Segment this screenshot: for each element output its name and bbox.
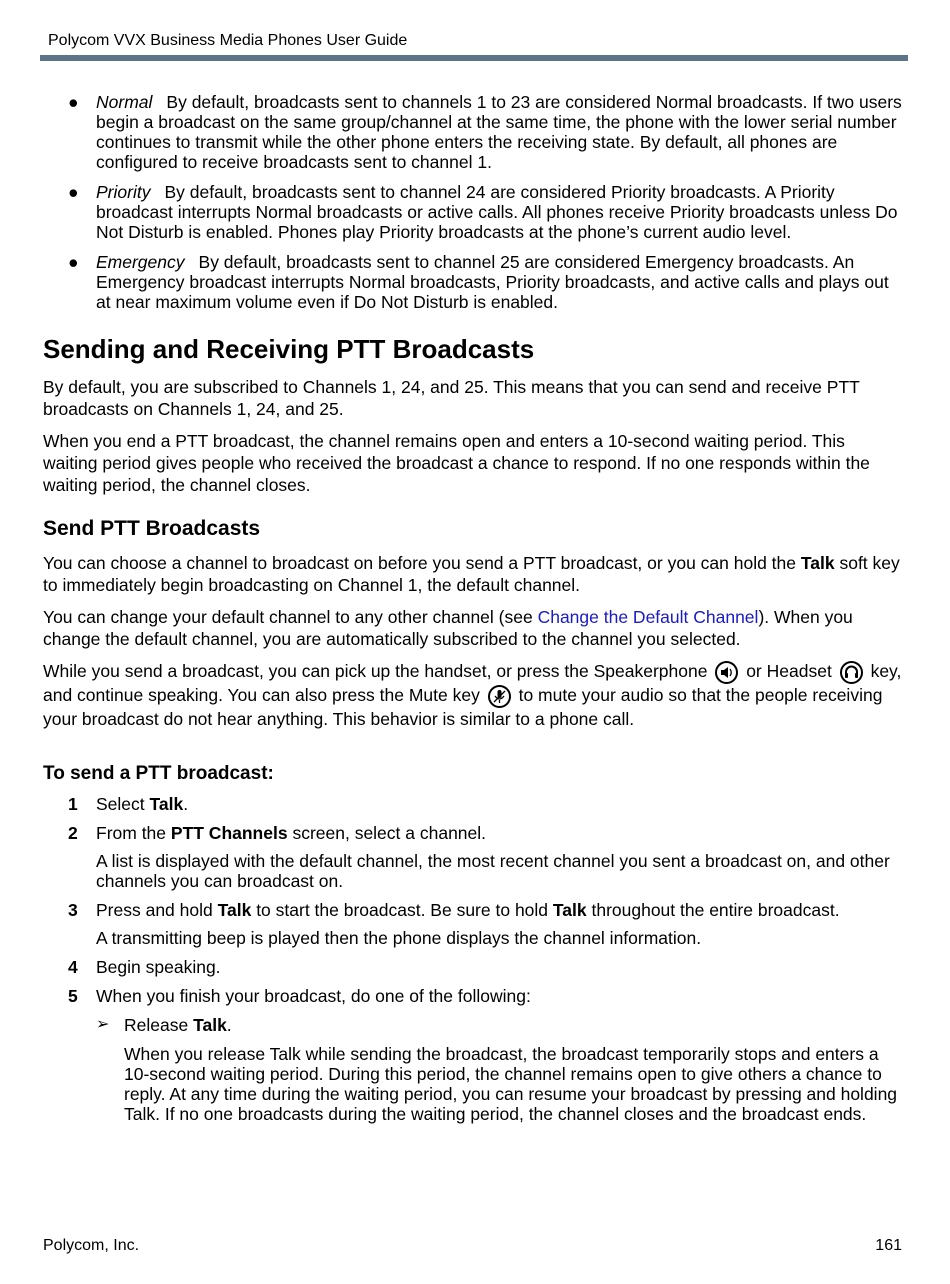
text-run: . [226,1015,232,1035]
text-run: . [183,794,189,814]
text-run: When you finish your broadcast, do one of the following: [96,986,531,1006]
list-item [43,252,903,312]
section-heading: Sending and Receiving PTT Broadcasts [43,334,535,364]
text-run: While you send a broadcast, you can pick up the handset, or press the Speakerphone [43,661,708,681]
paragraph: By default, you are subscribed to Channels 1, 24, and 25. This means that you can send and receive PTT broadcasts on Channels 1, 24, and 25. [43,377,860,419]
term-priority: Priority [96,182,151,202]
talk-key-label: Talk [149,794,184,814]
text-run: to mute your audio so that the people receiving your broadcast do not hear anything. This behavior is similar to a phone call. [43,685,883,729]
text-run: ). When you change the default channel, you are automatically subscribed to the channel you selected. [43,607,853,649]
bullet-dot: ● [68,182,79,202]
text-run: screen, select a channel. [287,823,487,843]
text-run: throughout the entire broadcast. [586,900,840,920]
term-normal: Normal [96,92,153,112]
arrow-bullet-icon: ➢ [96,1016,110,1033]
text-run: to start the broadcast. Be sure to hold [251,900,553,920]
talk-key-label: Talk [193,1015,227,1035]
term-emergency: Emergency [96,252,185,272]
bullet-dot: ● [68,252,79,272]
speakerphone-icon [715,661,738,684]
term-description: By default, broadcasts sent to channels 1 to 23 are considered Normal broadcasts. If two users begin a broadcast on the same group/channel at the same time, the phone with the lower serial number continues to transmit while the other phone enters the receiving state. By default, all phones are configured to receive broadcasts sent to channel 1. [96,92,902,172]
step-3 [43,900,903,948]
broadcast-type-list [43,92,903,312]
header-rule [40,55,908,61]
footer-company: Polycom, Inc. [43,1237,140,1254]
mute-icon [488,685,511,708]
page-number: 161 [875,1237,902,1254]
step-number: 3 [68,900,78,920]
running-header: Polycom VVX Business Media Phones User Guide [48,32,408,49]
text-run: Begin speaking. [96,957,221,977]
step-number: 1 [68,794,78,814]
step-number: 5 [68,986,78,1006]
list-item [43,92,903,172]
text-run: soft key to immediately begin broadcasting on Channel 1, the default channel. [43,553,900,595]
text-run: You can choose a channel to broadcast on before you send a PTT broadcast, or you can hold the [43,553,801,573]
talk-key-label: Talk [217,900,252,920]
procedure-steps [43,794,903,1124]
text-run: or Headset [746,661,832,681]
change-default-channel-link[interactable]: Change the Default Channel [537,607,759,627]
text-run: From the [96,823,171,843]
headset-icon [840,661,863,684]
text-run: Press and hold [96,900,218,920]
paragraph [43,552,903,596]
step-5 [43,986,903,1124]
step-number: 2 [68,823,78,843]
paragraph: When you end a PTT broadcast, the channel remains open and enters a 10-second waiting period. This waiting period gives people who received the broadcast a chance to respond. If no one responds within the waiting period, the channel closes. [43,431,870,495]
step-2 [43,823,903,891]
step-note: A list is displayed with the default channel, the most recent channel you sent a broadcast on, and other channels you can broadcast on. [96,851,890,891]
text-run: Release [124,1015,194,1035]
step-4 [43,957,903,977]
text-run: You can change your default channel to any other channel (see [43,607,538,627]
step-1 [43,794,903,814]
talk-key-label: Talk [552,900,587,920]
text-run: key, and continue speaking. You can also press the Mute key [43,661,902,705]
paragraph [43,606,903,650]
text-run: Select [96,794,150,814]
step-note: A transmitting beep is played then the phone displays the channel information. [96,928,702,948]
paragraph [43,660,903,730]
option-detail: When you release Talk while sending the broadcast, the broadcast temporarily stops and enters a 10-second waiting period. During this period, the channel remains open to give others a chance to reply. At any time during the waiting period, you can resume your broadcast by pressing and holding Talk. If no one broadcasts during the waiting period, the channel closes and the broadcast ends. [124,1044,898,1124]
step-number: 4 [68,957,78,977]
term-description: By default, broadcasts sent to channel 25 are considered Emergency broadcasts. An Emergency broadcast interrupts Normal broadcasts, Priority broadcasts, and active calls and plays out at near maximum volume even if Do Not Disturb is enabled. [96,252,889,312]
sub-option [96,1015,903,1124]
ptt-channels-label: PTT Channels [170,823,288,843]
bullet-dot: ● [68,92,79,112]
subsection-heading: Send PTT Broadcasts [43,517,261,540]
procedure-heading: To send a PTT broadcast: [43,763,274,784]
talk-key-label: Talk [800,553,835,573]
page-content [43,92,903,1133]
term-description: By default, broadcasts sent to channel 24 are considered Priority broadcasts. A Priority broadcast interrupts Normal broadcasts or active calls. All phones receive Priority broadcasts unless Do Not Disturb is enabled. Phones play Priority broadcasts at the phone’s current audio level. [96,182,898,242]
list-item [43,182,903,242]
